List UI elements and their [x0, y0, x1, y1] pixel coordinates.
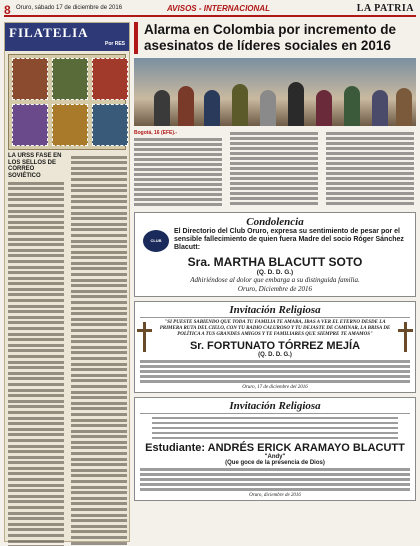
- condolencia-ad: [134, 212, 416, 297]
- condolencia-name: Sra. MARTHA BLACUTT SOTO: [187, 254, 363, 269]
- article-body: [134, 130, 416, 208]
- article-dateline: Bogotá, 16 (EFE).-: [134, 130, 178, 136]
- page-number: 8: [4, 3, 11, 17]
- page-header: [4, 3, 416, 17]
- cross-icon: [404, 322, 407, 352]
- filatelia-title: FILATELIA: [9, 25, 89, 40]
- condolencia-sign: Oruro, Diciembre de 2016: [237, 285, 313, 294]
- section-label: AVISOS - INTERNACIONAL: [167, 4, 270, 13]
- condolencia-odg: (Q. D. D. G.): [256, 268, 294, 276]
- condolencia-title: Condolencia: [246, 216, 304, 228]
- filatelia-subheadline: LA URSS FASE EN LOS SELLOS DE CORREO SOVIÉTICO: [8, 153, 62, 179]
- filatelia-header: [5, 23, 129, 51]
- stamps-image: [8, 54, 126, 150]
- stamp: [52, 104, 88, 146]
- cross-icon: [143, 322, 146, 352]
- article-col-3: [326, 130, 414, 207]
- article-col-1: [134, 130, 222, 208]
- date-line: Oruro, sábado 17 de diciembre de 2016: [16, 5, 123, 11]
- stamp: [12, 104, 48, 146]
- invitacion-name: Estudiante: ANDRÉS ERICK ARAMAYO BLACUTT: [145, 441, 405, 454]
- stamp: [92, 104, 128, 146]
- invitacion-ad-2: [134, 397, 416, 501]
- invitacion-nickname: "Andy": [264, 453, 286, 460]
- stamp: [12, 58, 48, 100]
- main-column: [134, 22, 416, 501]
- condolencia-text: El Directorio del Club Oruro, expresa su sentimiento de pesar por el sensible fallecimiento de quien fuera Madre del socio Róger Sánchez Blacutt:: [174, 228, 404, 252]
- stamp: [92, 58, 128, 100]
- stamp: [52, 58, 88, 100]
- invitacion-title: Invitación Religiosa: [140, 400, 410, 414]
- club-logo: CLUB ORURO: [143, 230, 169, 252]
- article-col-2: [230, 130, 318, 207]
- article-photo: [134, 58, 416, 126]
- invitacion-title: Invitación Religiosa: [140, 304, 410, 318]
- invitacion-ad-1: [134, 301, 416, 393]
- invitacion-name: Sr. FORTUNATO TÓRREZ MEJÍA: [189, 340, 361, 353]
- filatelia-col-left: [8, 153, 64, 546]
- article-headline: Alarma en Colombia por incremento de asesinatos de líderes sociales en 2016: [134, 22, 416, 54]
- invitacion-odg: (Que goce de la presencia de Dios): [225, 459, 325, 466]
- masthead: LA PATRIA: [356, 3, 414, 14]
- invitacion-date: Oruro, 17 de diciembre del 2016: [242, 385, 308, 391]
- filatelia-col-right: [71, 153, 127, 546]
- invitacion-quote: "SI PUESTE SABIENDO QUE TODA TU FAMILIA TE AMABA, IBAS A VER EL ETERNO DESDE LA PRIMERA RUTA DEL CIELO, CON TU RADIO CALUROSO Y TU DEJASTE DE CAMINAR, LA BRISA DE POLÍTICA A TUS GRANDES AMIGOS Y TE FAMILIARES QUE SIEMPRE TE AMAMOS": [159, 320, 391, 338]
- condolencia-text2: Adhiriéndose al dolor que embarga a su distinguida familia.: [190, 275, 360, 284]
- filatelia-byline: Por RES: [104, 41, 125, 47]
- filatelia-column: [4, 22, 130, 542]
- invitacion-date: Oruro, diciembre de 2016: [249, 492, 301, 498]
- invitacion-odg: (Q. D. D. G.): [258, 352, 292, 359]
